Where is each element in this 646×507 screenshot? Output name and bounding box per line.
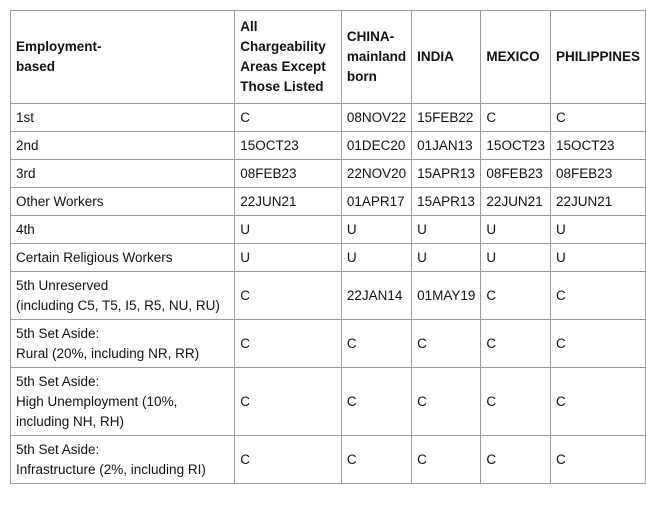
table-row bbox=[11, 368, 646, 436]
date-cell: 08FEB23 bbox=[481, 160, 551, 188]
date-cell: C bbox=[550, 272, 645, 320]
category-cell bbox=[11, 160, 235, 188]
date-cell: C bbox=[235, 104, 342, 132]
header-india bbox=[412, 11, 481, 104]
date-cell: 15OCT23 bbox=[235, 132, 342, 160]
category-text-line: 3rd bbox=[16, 166, 36, 181]
header-row bbox=[11, 11, 646, 104]
header-text-line: PHILIPPINES bbox=[555, 49, 640, 64]
table-row bbox=[11, 320, 646, 368]
date-cell: C bbox=[481, 368, 551, 436]
date-cell: U bbox=[235, 244, 342, 272]
date-cell: C bbox=[341, 320, 411, 368]
category-cell bbox=[11, 272, 235, 320]
date-cell: 22JUN21 bbox=[235, 188, 342, 216]
date-cell: U bbox=[235, 216, 342, 244]
table-row bbox=[11, 132, 646, 160]
date-cell: U bbox=[412, 216, 481, 244]
date-cell: C bbox=[412, 436, 481, 484]
date-cell: C bbox=[341, 368, 411, 436]
header-text-line: CHINA- bbox=[346, 29, 395, 44]
date-cell: C bbox=[550, 104, 645, 132]
date-cell: 22JUN21 bbox=[481, 188, 551, 216]
date-cell: C bbox=[550, 368, 645, 436]
category-text-line: 5th Unreserved bbox=[16, 278, 109, 293]
category-cell bbox=[11, 368, 235, 436]
date-cell: C bbox=[481, 320, 551, 368]
header-mexico bbox=[481, 11, 551, 104]
date-cell: 01JAN13 bbox=[412, 132, 481, 160]
date-cell: 08NOV22 bbox=[341, 104, 411, 132]
header-text-line: born bbox=[346, 69, 377, 84]
header-china bbox=[341, 11, 411, 104]
date-cell: 01DEC20 bbox=[341, 132, 411, 160]
date-cell: C bbox=[235, 320, 342, 368]
date-cell: 15FEB22 bbox=[412, 104, 481, 132]
date-cell: C bbox=[481, 272, 551, 320]
category-text-line: including NH, RH) bbox=[16, 414, 125, 429]
table-body bbox=[11, 104, 646, 484]
category-text-line: 4th bbox=[16, 222, 35, 237]
table-row bbox=[11, 104, 646, 132]
category-text-line: 5th Set Aside: bbox=[16, 374, 100, 389]
date-cell: U bbox=[481, 244, 551, 272]
date-cell: 22NOV20 bbox=[341, 160, 411, 188]
header-text-line: mainland bbox=[346, 49, 407, 64]
date-cell: 15OCT23 bbox=[481, 132, 551, 160]
category-text-line: (including C5, T5, I5, R5, NU, RU) bbox=[16, 298, 220, 313]
header-text-line: MEXICO bbox=[486, 49, 540, 64]
date-cell: 15OCT23 bbox=[550, 132, 645, 160]
header-text-line: All bbox=[240, 19, 258, 34]
table-row bbox=[11, 436, 646, 484]
date-cell: 22JAN14 bbox=[341, 272, 411, 320]
table-row bbox=[11, 272, 646, 320]
date-cell: C bbox=[481, 104, 551, 132]
category-cell bbox=[11, 436, 235, 484]
date-cell: C bbox=[412, 368, 481, 436]
date-cell: 15APR13 bbox=[412, 160, 481, 188]
date-cell: C bbox=[550, 436, 645, 484]
date-cell: U bbox=[550, 216, 645, 244]
date-cell: U bbox=[341, 244, 411, 272]
date-cell: 08FEB23 bbox=[550, 160, 645, 188]
header-text-line: Those Listed bbox=[240, 79, 324, 94]
header-text-line: Employment- bbox=[16, 39, 102, 54]
table-row bbox=[11, 244, 646, 272]
date-cell: C bbox=[481, 436, 551, 484]
category-text-line: Other Workers bbox=[16, 194, 104, 209]
category-text-line: 5th Set Aside: bbox=[16, 442, 100, 457]
table-row bbox=[11, 188, 646, 216]
date-cell: C bbox=[235, 368, 342, 436]
date-cell: U bbox=[412, 244, 481, 272]
category-cell bbox=[11, 320, 235, 368]
category-cell bbox=[11, 132, 235, 160]
table-row bbox=[11, 160, 646, 188]
date-cell: C bbox=[235, 272, 342, 320]
date-cell: 08FEB23 bbox=[235, 160, 342, 188]
category-cell bbox=[11, 216, 235, 244]
date-cell: 01MAY19 bbox=[412, 272, 481, 320]
category-cell bbox=[11, 244, 235, 272]
category-text-line: High Unemployment (10%, bbox=[16, 394, 178, 409]
category-text-line: Infrastructure (2%, including RI) bbox=[16, 462, 206, 477]
visa-bulletin-table bbox=[10, 10, 646, 484]
date-cell: 01APR17 bbox=[341, 188, 411, 216]
category-cell bbox=[11, 104, 235, 132]
category-text-line: 1st bbox=[16, 110, 35, 125]
date-cell: 15APR13 bbox=[412, 188, 481, 216]
category-text-line: 5th Set Aside: bbox=[16, 326, 100, 341]
date-cell: C bbox=[235, 436, 342, 484]
header-all-chargeability bbox=[235, 11, 342, 104]
date-cell: U bbox=[341, 216, 411, 244]
category-cell bbox=[11, 188, 235, 216]
date-cell: U bbox=[481, 216, 551, 244]
header-text-line: INDIA bbox=[417, 49, 454, 64]
date-cell: C bbox=[412, 320, 481, 368]
header-philippines bbox=[550, 11, 645, 104]
header-text-line: Areas Except bbox=[240, 59, 326, 74]
table-row bbox=[11, 216, 646, 244]
category-text-line: 2nd bbox=[16, 138, 39, 153]
date-cell: U bbox=[550, 244, 645, 272]
date-cell: C bbox=[341, 436, 411, 484]
date-cell: 22JUN21 bbox=[550, 188, 645, 216]
category-text-line: Certain Religious Workers bbox=[16, 250, 173, 265]
date-cell: C bbox=[550, 320, 645, 368]
header-text-line: based bbox=[16, 59, 56, 74]
header-text-line: Chargeability bbox=[240, 39, 326, 54]
header-employment-based bbox=[11, 11, 235, 104]
category-text-line: Rural (20%, including NR, RR) bbox=[16, 346, 200, 361]
table-header bbox=[11, 11, 646, 104]
